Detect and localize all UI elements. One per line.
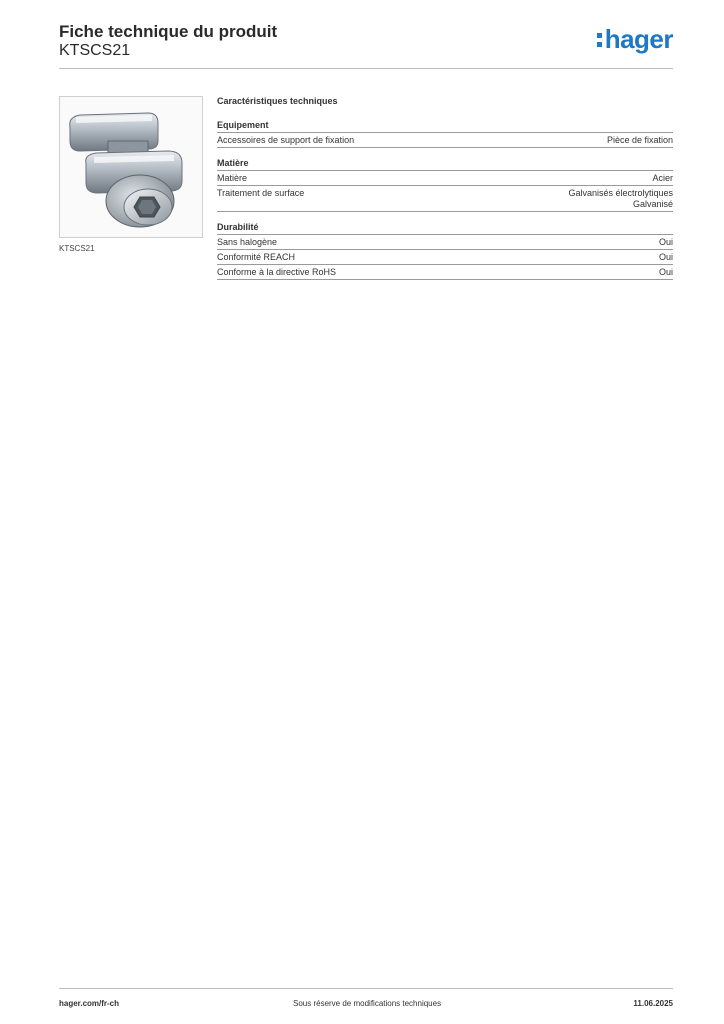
product-reference: KTSCS21 (59, 42, 131, 59)
spec-value: Pièce de fixation (606, 135, 673, 145)
spec-key: Conforme à la directive RoHS (217, 267, 337, 277)
spec-value: Oui (658, 237, 673, 247)
spec-row (217, 171, 673, 186)
product-image (59, 96, 203, 238)
spec-value-line: Galvanisés électrolytiques (568, 188, 673, 198)
section-durabilite (217, 222, 673, 280)
specs-title: Caractéristiques techniques (217, 96, 338, 106)
spec-row (217, 250, 673, 265)
spec-key: Matière (217, 173, 248, 183)
footer-website-link[interactable]: hager.com/fr-ch (59, 999, 120, 1008)
spec-key: Conformité REACH (217, 252, 296, 262)
page-title: Fiche technique du produit (59, 22, 278, 41)
spec-row (217, 265, 673, 280)
spec-value: Acier (652, 173, 673, 183)
section-matiere (217, 158, 673, 212)
section-equipement (217, 120, 673, 148)
spec-key: Sans halogène (217, 237, 278, 247)
page-header (59, 20, 673, 69)
product-photo-icon (60, 97, 202, 237)
spec-value-line: Galvanisé (632, 199, 673, 209)
hager-logo (597, 26, 673, 52)
section-title: Matière (217, 158, 673, 171)
section-title: Equipement (217, 120, 673, 133)
image-caption: KTSCS21 (59, 244, 95, 253)
spec-value (568, 188, 673, 210)
footer-disclaimer: Sous réserve de modifications techniques (293, 999, 442, 1008)
spec-row (217, 133, 673, 148)
section-title: Durabilité (217, 222, 673, 235)
spec-row (217, 235, 673, 250)
logo-text: hager (604, 24, 673, 54)
logo-dots-icon (597, 29, 603, 47)
technical-specs (217, 96, 673, 280)
spec-value: Oui (658, 252, 673, 262)
spec-row (217, 186, 673, 212)
spec-key: Traitement de surface (217, 188, 305, 198)
page-footer (59, 988, 673, 1012)
spec-key: Accessoires de support de fixation (217, 135, 355, 145)
footer-date: 11.06.2025 (633, 999, 673, 1008)
spec-value: Oui (658, 267, 673, 277)
